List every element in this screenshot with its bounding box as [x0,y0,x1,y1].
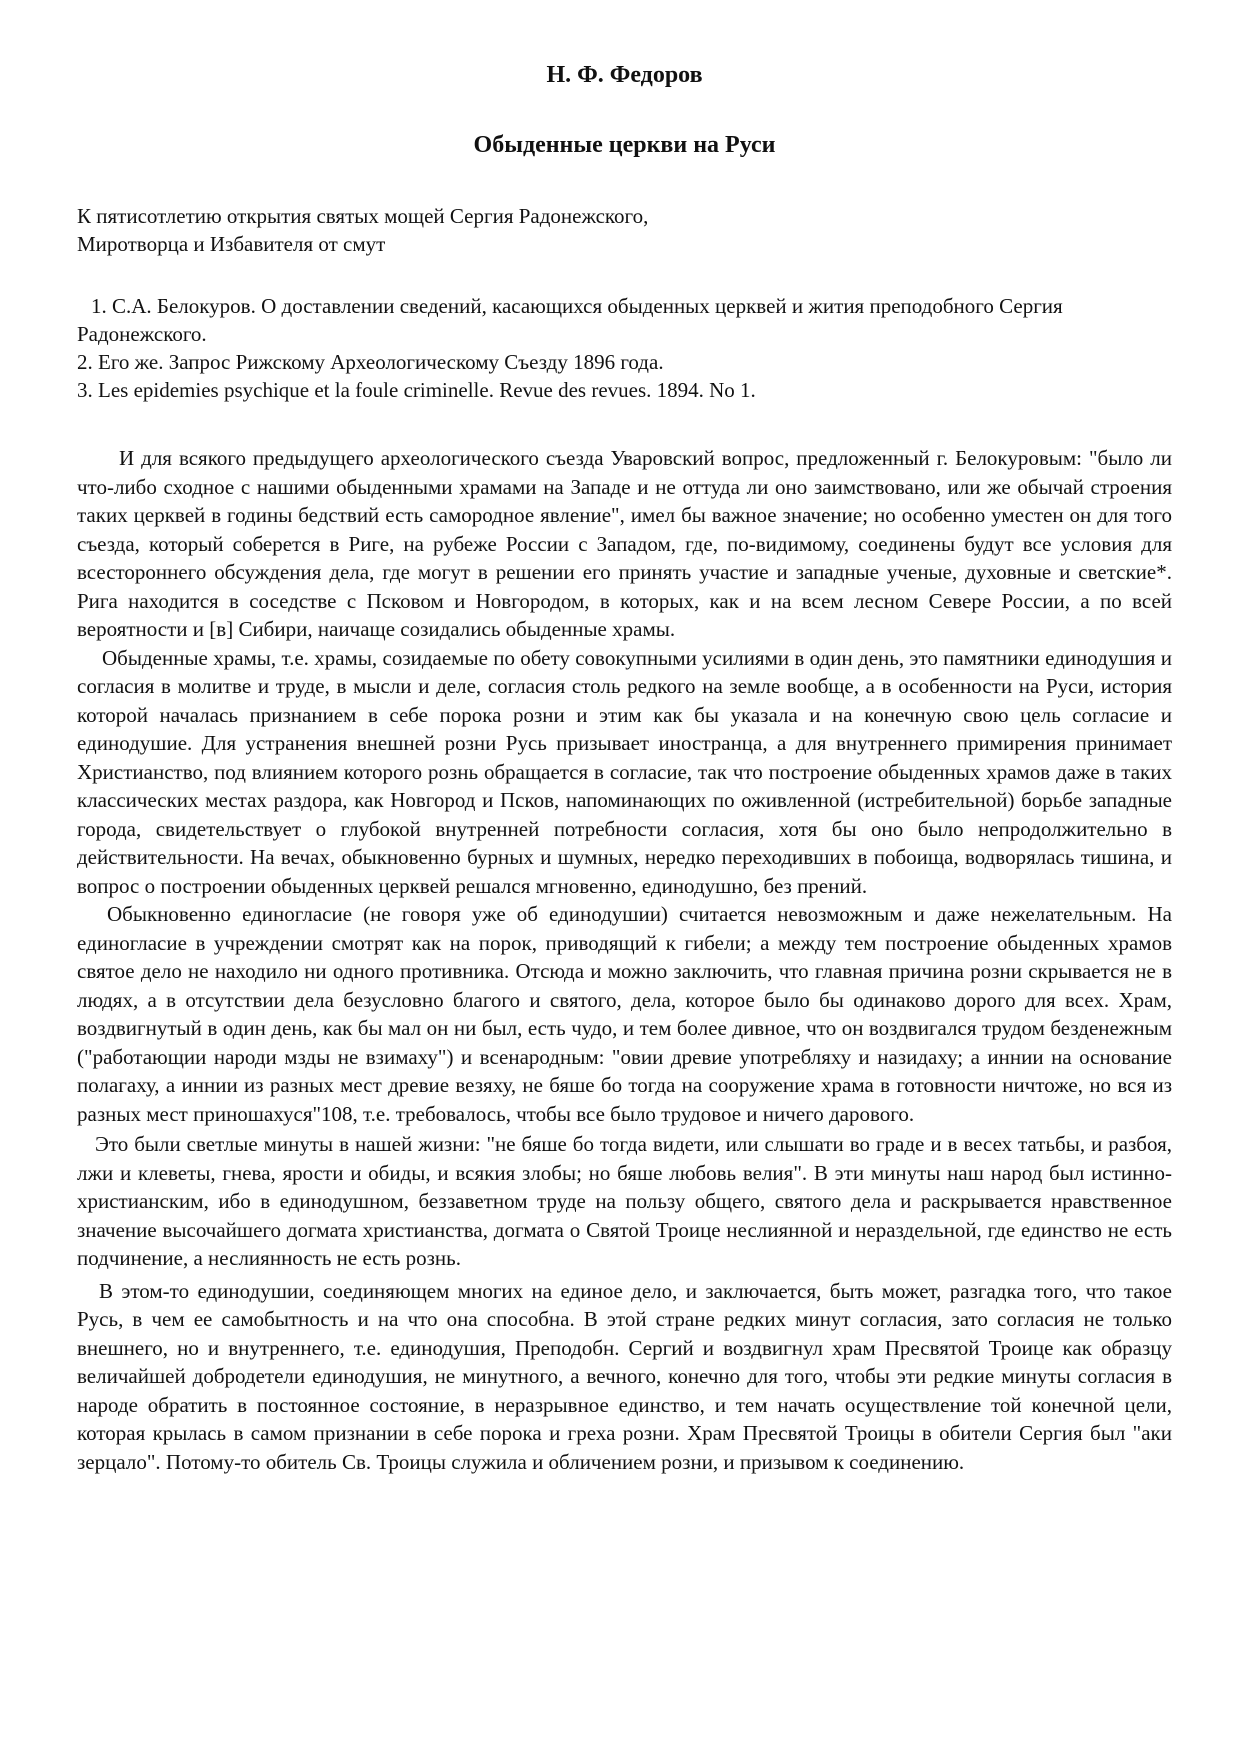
reference-list [77,292,1172,404]
dedication [77,202,1172,258]
article-body [77,444,1172,1476]
body-paragraph: В этом-то единодушии, соединяющем многих на единое дело, и заключается, быть может, разгадка того, что такое Русь, в чем ее самобытность и на что она способна. В этой стране редких минут согласия, зато согласия не только внешнего, но и внутреннего, т.е. единодушия, Преподобн. Сергий и воздвигнул храм Пресвятой Троице как образцу величайшей добродетели единодушия, не минутного, а вечного, конечно для того, чтобы эти редкие минуты согласия в народе обратить в постоянное состояние, в неразрывное единство, и тем начать осуществление той конечной цели, которая крылась в самом признании в себе порока и греха розни. Храм Пресвятой Троицы в обители Сергия был "аки зерцало". Потому-то обитель Св. Троицы служила и обличением розни, и призывом к соединению. [77,1278,1172,1474]
dedication-line: Миротворца и Избавителя от смут [77,232,386,256]
body-paragraph: Обыкновенно единогласие (не говоря уже об единодушии) считается невозможным и даже нежелательным. На единогласие в учреждении смотрят как на порок, приводящий к гибели; а между тем построение обыденных храмов святое дело не находило ни одного противника. Отсюда и можно заключить, что главная причина розни скрывается не в людях, а в отсутствии дела безусловно благого и святого, дела, которое было бы одинаково дорого для всех. Храм, воздвигнутый в один день, как бы мал он ни был, есть чудо, и тем более дивное, что он воздвигался трудом безденежным ("работающии народи мзды не взимаху") и всенародным: "овии древие употребляху и назидаху; а иннии на основание полагаху, а иннии из разных мест древие везяху, не бяше бо тогда на сооружение храма в готовности ничтоже, но вся из разных мест приношахуся"108, т.е. требовалось, чтобы все было трудовое и ничего дарового. [77,902,1172,1126]
document-page [77,50,1172,1476]
body-paragraph: Обыденные храмы, т.е. храмы, созидаемые по обету совокупными усилиями в один день, это памятники единодушия и согласия в молитве и труде, в мысли и деле, согласия столь редкого на земле вообще, а в особенности на Руси, история которой началась признанием в себе порока розни и этим как бы указала и на конечную свою цель согласие и единодушие. Для устранения внешней розни Русь призывает иностранца, а для внутреннего примирения принимает Христианство, под влиянием которого рознь обращается в согласие, так что построение обыденных храмов даже в таких классических местах раздора, как Новгород и Псков, напоминающих по оживленной (истребительной) борьбе западные города, свидетельствует о глубокой внутренней потребности согласия, хотя бы оно было непродолжительно в действительности. На вечах, обыкновенно бурных и шумных, нередко переходивших в побоища, водворялась тишина, и вопрос о построении обыденных церквей решался мгновенно, единодушно, без прений. [77,645,1172,898]
dedication-line: К пятисотлетию открытия святых мощей Сергия Радонежского, [77,204,649,228]
reference-item: 2. Его же. Запрос Рижскому Археологическому Съезду 1896 года. [77,350,664,374]
document-title: Обыденные церкви на Руси [473,132,776,158]
author-name: Н. Ф. Федоров [546,62,703,88]
reference-item: 3. Les epidemies psychique et la foule criminelle. Revue des revues. 1894. No 1. [77,378,756,402]
body-paragraph: Это были светлые минуты в нашей жизни: "не бяше бо тогда видети, или слышати во граде и в весех татьбы, и разбоя, лжи и клеветы, гнева, ярости и обиды, и всякия злобы; но бяше любовь велия". В эти минуты наш народ был истинно-христианским, ибо в единодушном, беззаветном труде на пользу общего, святого дела и раскрывается нравственное значение высочайшего догмата христианства, догмата о Святой Троице неслиянной и нераздельной, где единство не есть подчинение, а неслиянность не есть рознь. [77,1132,1172,1270]
body-paragraph: И для всякого предыдущего археологического съезда Уваровский вопрос, предложенный г. Белокуровым: "было ли что-либо сходное с нашими обыденными храмами на Западе и не оттуда ли оно заимствовано, или же обычай строения таких церквей в годины бедствий есть самородное явление", имел бы важное значение; но особенно уместен он для того съезда, который соберется в Риге, на рубеже России с Западом, где, по-видимому, соединены будут все условия для всестороннего обсуждения дела, где могут в решении его принять участие и западные ученые, духовные и светские*. Рига находится в соседстве с Псковом и Новгородом, в которых, как и на всем лесном Севере России, а по всей вероятности и [в] Сибири, наичаще созидались обыденные храмы. [77,446,1172,641]
reference-item: 1. С.А. Белокуров. О доставлении сведений, касающихся обыденных церквей и жития преподобного Сергия Радонежского. [77,294,1063,346]
